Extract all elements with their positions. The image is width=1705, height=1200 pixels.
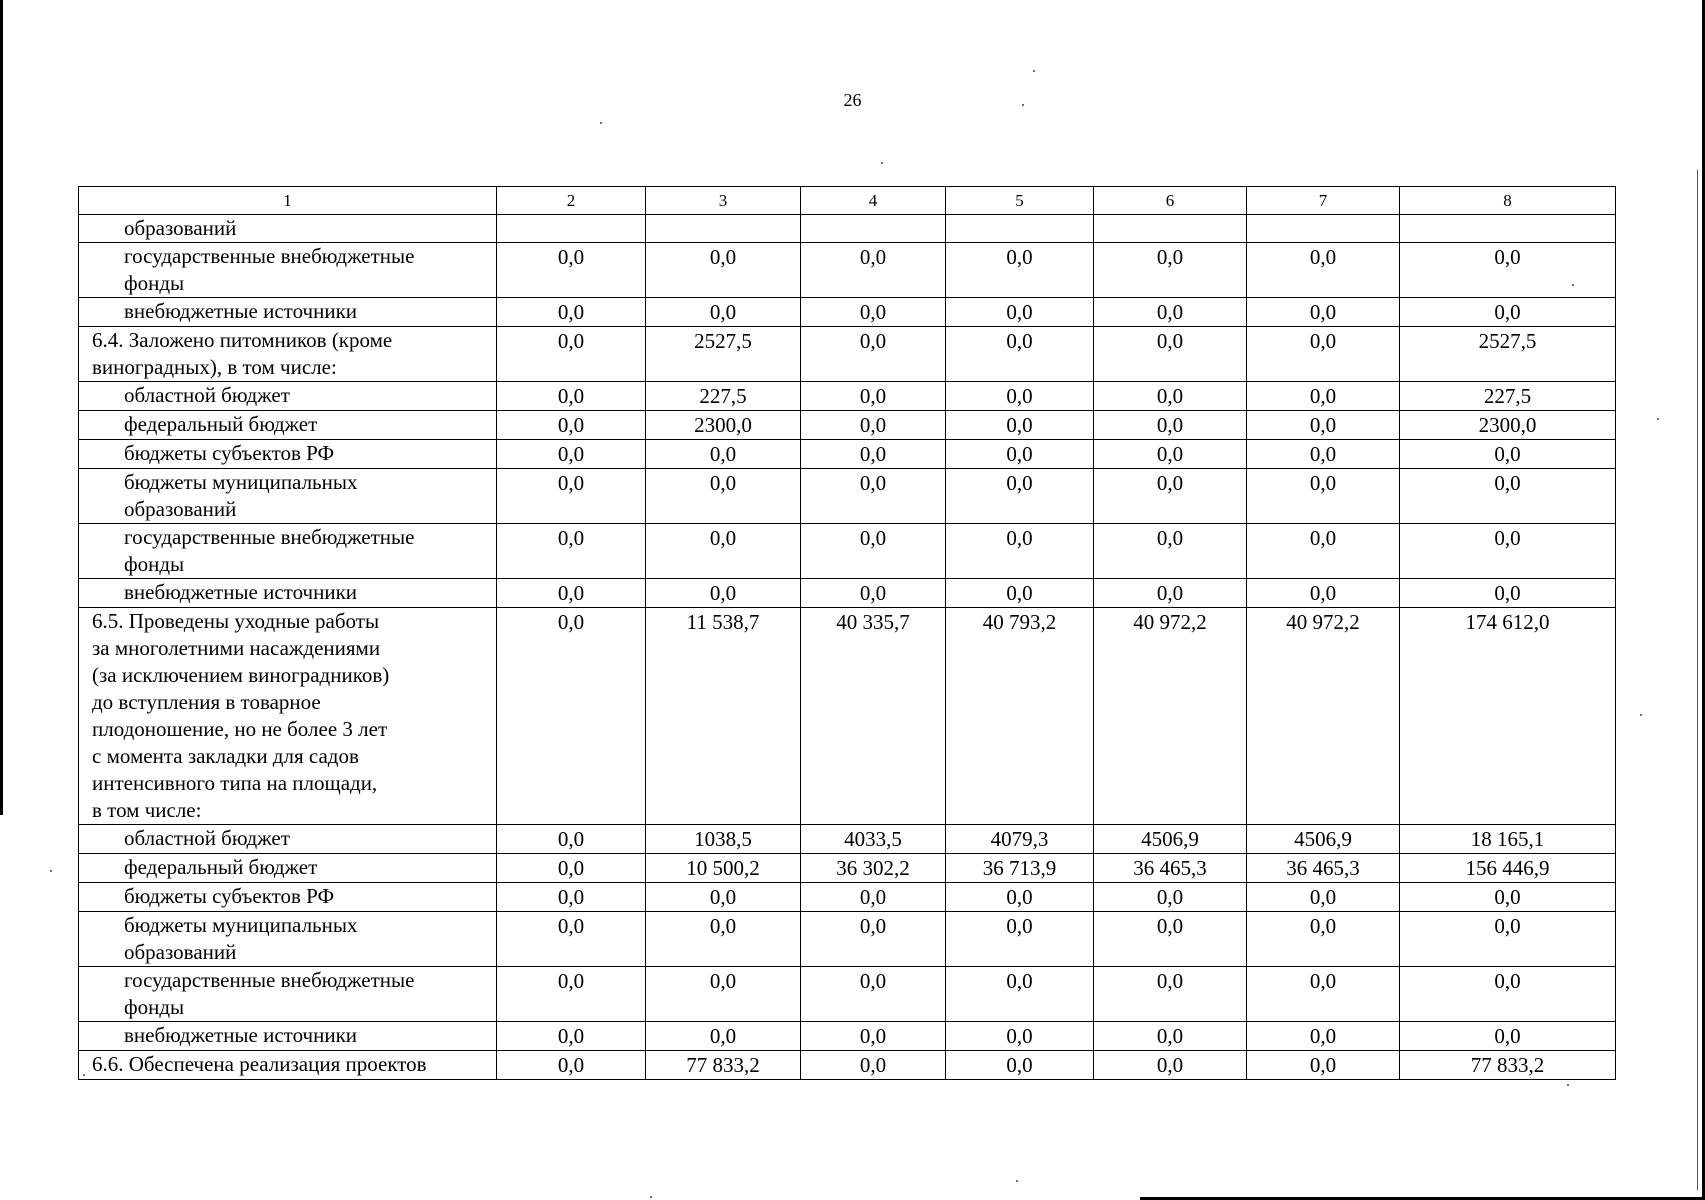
scan-speck	[1572, 284, 1574, 286]
value-cell-col-6: 4506,9	[1094, 825, 1247, 854]
value-cell-col-6: 0,0	[1094, 469, 1247, 524]
table-row	[79, 382, 1616, 411]
value-cell-col-8: 2300,0	[1400, 411, 1616, 440]
value-cell-col-2: 0,0	[497, 411, 646, 440]
value-cell-col-3: 10 500,2	[646, 854, 801, 883]
value-cell-col-3	[646, 215, 801, 243]
table-row	[79, 327, 1616, 382]
table-row	[79, 411, 1616, 440]
value-cell-col-5: 0,0	[946, 243, 1094, 298]
row-label-line: за многолетними насаждениями	[92, 636, 381, 660]
table-row	[79, 967, 1616, 1022]
value-cell-col-2: 0,0	[497, 298, 646, 327]
value-cell-col-7	[1247, 215, 1400, 243]
row-label	[79, 1051, 497, 1080]
value-cell-col-4	[801, 215, 946, 243]
column-header-7: 7	[1247, 187, 1400, 215]
table-row	[79, 469, 1616, 524]
scan-speck	[1640, 714, 1642, 716]
value-cell-col-6: 0,0	[1094, 967, 1247, 1022]
column-header-3: 3	[646, 187, 801, 215]
row-label-line: внебюджетные источники	[124, 299, 358, 323]
value-cell-col-6	[1094, 215, 1247, 243]
value-cell-col-4: 0,0	[801, 382, 946, 411]
value-cell-col-2: 0,0	[497, 524, 646, 579]
row-label	[79, 411, 497, 440]
row-label-line: бюджеты муниципальных	[124, 470, 358, 494]
row-label-line: с момента закладки для садов	[92, 744, 359, 768]
column-header-8: 8	[1400, 187, 1616, 215]
scan-speck	[1022, 104, 1024, 106]
value-cell-col-8: 0,0	[1400, 883, 1616, 912]
value-cell-col-5: 0,0	[946, 1051, 1094, 1080]
value-cell-col-7: 36 465,3	[1247, 854, 1400, 883]
value-cell-col-4: 0,0	[801, 440, 946, 469]
value-cell-col-6: 40 972,2	[1094, 608, 1247, 825]
value-cell-col-3: 2527,5	[646, 327, 801, 382]
value-cell-col-8: 0,0	[1400, 524, 1616, 579]
value-cell-col-2: 0,0	[497, 243, 646, 298]
value-cell-col-3: 0,0	[646, 579, 801, 608]
row-label-line: внебюджетные источники	[124, 1023, 358, 1047]
value-cell-col-3: 0,0	[646, 298, 801, 327]
value-cell-col-2: 0,0	[497, 912, 646, 967]
row-label-line: образований	[124, 216, 237, 240]
table-row	[79, 215, 1616, 243]
row-label	[79, 524, 497, 579]
table-row	[79, 854, 1616, 883]
value-cell-col-7: 0,0	[1247, 298, 1400, 327]
table-row	[79, 243, 1616, 298]
value-cell-col-5: 0,0	[946, 524, 1094, 579]
row-label-line: (за исключением виноградников)	[92, 663, 390, 687]
value-cell-col-2: 0,0	[497, 825, 646, 854]
value-cell-col-5: 0,0	[946, 382, 1094, 411]
row-label-line: образований	[124, 940, 237, 964]
value-cell-col-8: 0,0	[1400, 440, 1616, 469]
value-cell-col-8: 156 446,9	[1400, 854, 1616, 883]
scan-edge-left	[0, 0, 3, 815]
scan-speck	[881, 162, 883, 164]
value-cell-col-4: 0,0	[801, 243, 946, 298]
value-cell-col-4: 0,0	[801, 524, 946, 579]
value-cell-col-6: 0,0	[1094, 382, 1247, 411]
row-label-line: бюджеты муниципальных	[124, 913, 358, 937]
row-label-line: фонды	[124, 995, 185, 1019]
value-cell-col-5: 0,0	[946, 967, 1094, 1022]
value-cell-col-2: 0,0	[497, 382, 646, 411]
value-cell-col-8: 174 612,0	[1400, 608, 1616, 825]
value-cell-col-3: 0,0	[646, 243, 801, 298]
scan-speck	[600, 122, 602, 124]
column-header-1: 1	[79, 187, 497, 215]
value-cell-col-2: 0,0	[497, 608, 646, 825]
value-cell-col-4: 0,0	[801, 1051, 946, 1080]
value-cell-col-2: 0,0	[497, 469, 646, 524]
value-cell-col-8: 18 165,1	[1400, 825, 1616, 854]
column-header-6: 6	[1094, 187, 1247, 215]
value-cell-col-8: 0,0	[1400, 579, 1616, 608]
value-cell-col-5: 0,0	[946, 440, 1094, 469]
value-cell-col-4: 4033,5	[801, 825, 946, 854]
row-label	[79, 382, 497, 411]
value-cell-col-7: 0,0	[1247, 524, 1400, 579]
row-label	[79, 327, 497, 382]
scan-speck	[650, 1196, 652, 1198]
value-cell-col-3: 227,5	[646, 382, 801, 411]
value-cell-col-5: 4079,3	[946, 825, 1094, 854]
value-cell-col-7: 0,0	[1247, 579, 1400, 608]
row-label-line: фонды	[124, 271, 185, 295]
value-cell-col-5: 0,0	[946, 469, 1094, 524]
value-cell-col-3: 0,0	[646, 883, 801, 912]
scan-speck	[1567, 1084, 1569, 1086]
value-cell-col-5: 0,0	[946, 579, 1094, 608]
value-cell-col-8: 0,0	[1400, 967, 1616, 1022]
table-row	[79, 579, 1616, 608]
value-cell-col-4: 0,0	[801, 883, 946, 912]
value-cell-col-3: 0,0	[646, 524, 801, 579]
value-cell-col-7: 0,0	[1247, 1022, 1400, 1051]
value-cell-col-2: 0,0	[497, 440, 646, 469]
row-label-line: фонды	[124, 552, 185, 576]
table-row	[79, 298, 1616, 327]
row-label	[79, 215, 497, 243]
value-cell-col-7: 0,0	[1247, 411, 1400, 440]
row-label-line: государственные внебюджетные	[124, 244, 415, 268]
row-label-line: до вступления в товарное	[92, 690, 321, 714]
header-row	[79, 187, 1616, 215]
value-cell-col-8: 227,5	[1400, 382, 1616, 411]
value-cell-col-2: 0,0	[497, 1051, 646, 1080]
row-label	[79, 883, 497, 912]
value-cell-col-4: 0,0	[801, 298, 946, 327]
value-cell-col-5: 0,0	[946, 883, 1094, 912]
row-label	[79, 854, 497, 883]
scan-speck	[1033, 70, 1035, 72]
row-label	[79, 825, 497, 854]
value-cell-col-6: 0,0	[1094, 912, 1247, 967]
row-label	[79, 469, 497, 524]
value-cell-col-4: 0,0	[801, 327, 946, 382]
table-row	[79, 524, 1616, 579]
row-label	[79, 243, 497, 298]
value-cell-col-3: 0,0	[646, 440, 801, 469]
value-cell-col-4: 0,0	[801, 411, 946, 440]
value-cell-col-5	[946, 215, 1094, 243]
value-cell-col-5: 0,0	[946, 912, 1094, 967]
table-row	[79, 912, 1616, 967]
table-row	[79, 883, 1616, 912]
value-cell-col-2: 0,0	[497, 883, 646, 912]
value-cell-col-8: 0,0	[1400, 298, 1616, 327]
row-label-line: образований	[124, 497, 237, 521]
row-label-line: областной бюджет	[124, 383, 290, 407]
value-cell-col-3: 0,0	[646, 967, 801, 1022]
value-cell-col-8: 2527,5	[1400, 327, 1616, 382]
scan-speck	[50, 870, 52, 872]
row-label-line: федеральный бюджет	[124, 855, 318, 879]
table-row	[79, 608, 1616, 825]
value-cell-col-3: 0,0	[646, 912, 801, 967]
value-cell-col-4: 0,0	[801, 579, 946, 608]
value-cell-col-5: 0,0	[946, 411, 1094, 440]
value-cell-col-7: 0,0	[1247, 440, 1400, 469]
scan-speck	[1016, 1180, 1018, 1182]
value-cell-col-3: 77 833,2	[646, 1051, 801, 1080]
value-cell-col-7: 0,0	[1247, 469, 1400, 524]
value-cell-col-6: 0,0	[1094, 411, 1247, 440]
value-cell-col-3: 11 538,7	[646, 608, 801, 825]
value-cell-col-6: 0,0	[1094, 440, 1247, 469]
value-cell-col-7: 4506,9	[1247, 825, 1400, 854]
row-label-line: федеральный бюджет	[124, 412, 318, 436]
value-cell-col-8: 0,0	[1400, 469, 1616, 524]
value-cell-col-3: 0,0	[646, 1022, 801, 1051]
value-cell-col-6: 0,0	[1094, 883, 1247, 912]
value-cell-col-2	[497, 215, 646, 243]
budget-table	[78, 186, 1616, 1080]
value-cell-col-5: 0,0	[946, 327, 1094, 382]
column-header-2: 2	[497, 187, 646, 215]
value-cell-col-4: 0,0	[801, 1022, 946, 1051]
value-cell-col-8	[1400, 215, 1616, 243]
value-cell-col-7: 0,0	[1247, 382, 1400, 411]
value-cell-col-2: 0,0	[497, 854, 646, 883]
value-cell-col-8: 0,0	[1400, 243, 1616, 298]
value-cell-col-5: 0,0	[946, 298, 1094, 327]
row-label-line: бюджеты субъектов РФ	[124, 441, 335, 465]
row-label-line: виноградных), в том числе:	[92, 355, 337, 379]
row-label	[79, 967, 497, 1022]
value-cell-col-7: 0,0	[1247, 967, 1400, 1022]
value-cell-col-8: 0,0	[1400, 912, 1616, 967]
value-cell-col-4: 0,0	[801, 912, 946, 967]
value-cell-col-2: 0,0	[497, 327, 646, 382]
value-cell-col-7: 0,0	[1247, 912, 1400, 967]
scan-edge-right-thin	[1697, 170, 1698, 1190]
row-label-line: областной бюджет	[124, 826, 290, 850]
value-cell-col-6: 0,0	[1094, 579, 1247, 608]
value-cell-col-6: 0,0	[1094, 1022, 1247, 1051]
row-label	[79, 1022, 497, 1051]
table-body	[79, 215, 1616, 1080]
value-cell-col-4: 0,0	[801, 469, 946, 524]
page-number: 26	[843, 90, 862, 110]
value-cell-col-4: 36 302,2	[801, 854, 946, 883]
value-cell-col-3: 0,0	[646, 469, 801, 524]
row-label	[79, 608, 497, 825]
row-label	[79, 912, 497, 967]
row-label-line: бюджеты субъектов РФ	[124, 884, 335, 908]
table-row	[79, 1022, 1616, 1051]
value-cell-col-4: 0,0	[801, 967, 946, 1022]
scan-speck	[83, 1074, 85, 1076]
row-label	[79, 579, 497, 608]
row-label-line: государственные внебюджетные	[124, 525, 415, 549]
value-cell-col-6: 0,0	[1094, 327, 1247, 382]
row-label-line: плодоношение, но не более 3 лет	[92, 717, 388, 741]
value-cell-col-3: 1038,5	[646, 825, 801, 854]
row-label-line: 6.6. Обеспечена реализация проектов	[92, 1052, 427, 1076]
scan-speck	[1657, 418, 1659, 420]
row-label-line: 6.4. Заложено питомников (кроме	[92, 328, 393, 352]
value-cell-col-4: 40 335,7	[801, 608, 946, 825]
row-label-line: в том числе:	[92, 798, 202, 822]
value-cell-col-5: 40 793,2	[946, 608, 1094, 825]
value-cell-col-8: 0,0	[1400, 1022, 1616, 1051]
value-cell-col-2: 0,0	[497, 1022, 646, 1051]
value-cell-col-6: 36 465,3	[1094, 854, 1247, 883]
table-row	[79, 825, 1616, 854]
column-header-4: 4	[801, 187, 946, 215]
value-cell-col-6: 0,0	[1094, 243, 1247, 298]
row-label-line: 6.5. Проведены уходные работы	[92, 609, 380, 633]
value-cell-col-5: 36 713,9	[946, 854, 1094, 883]
value-cell-col-5: 0,0	[946, 1022, 1094, 1051]
column-header-5: 5	[946, 187, 1094, 215]
value-cell-col-7: 0,0	[1247, 883, 1400, 912]
value-cell-col-6: 0,0	[1094, 1051, 1247, 1080]
row-label-line: государственные внебюджетные	[124, 968, 415, 992]
value-cell-col-2: 0,0	[497, 579, 646, 608]
value-cell-col-6: 0,0	[1094, 524, 1247, 579]
value-cell-col-3: 2300,0	[646, 411, 801, 440]
value-cell-col-2: 0,0	[497, 967, 646, 1022]
row-label-line: интенсивного типа на площади,	[92, 771, 378, 795]
row-label	[79, 440, 497, 469]
value-cell-col-7: 40 972,2	[1247, 608, 1400, 825]
value-cell-col-7: 0,0	[1247, 1051, 1400, 1080]
table-row	[79, 1051, 1616, 1080]
row-label	[79, 298, 497, 327]
value-cell-col-6: 0,0	[1094, 298, 1247, 327]
value-cell-col-7: 0,0	[1247, 243, 1400, 298]
value-cell-col-8: 77 833,2	[1400, 1051, 1616, 1080]
row-label-line: внебюджетные источники	[124, 580, 358, 604]
value-cell-col-7: 0,0	[1247, 327, 1400, 382]
table-row	[79, 440, 1616, 469]
